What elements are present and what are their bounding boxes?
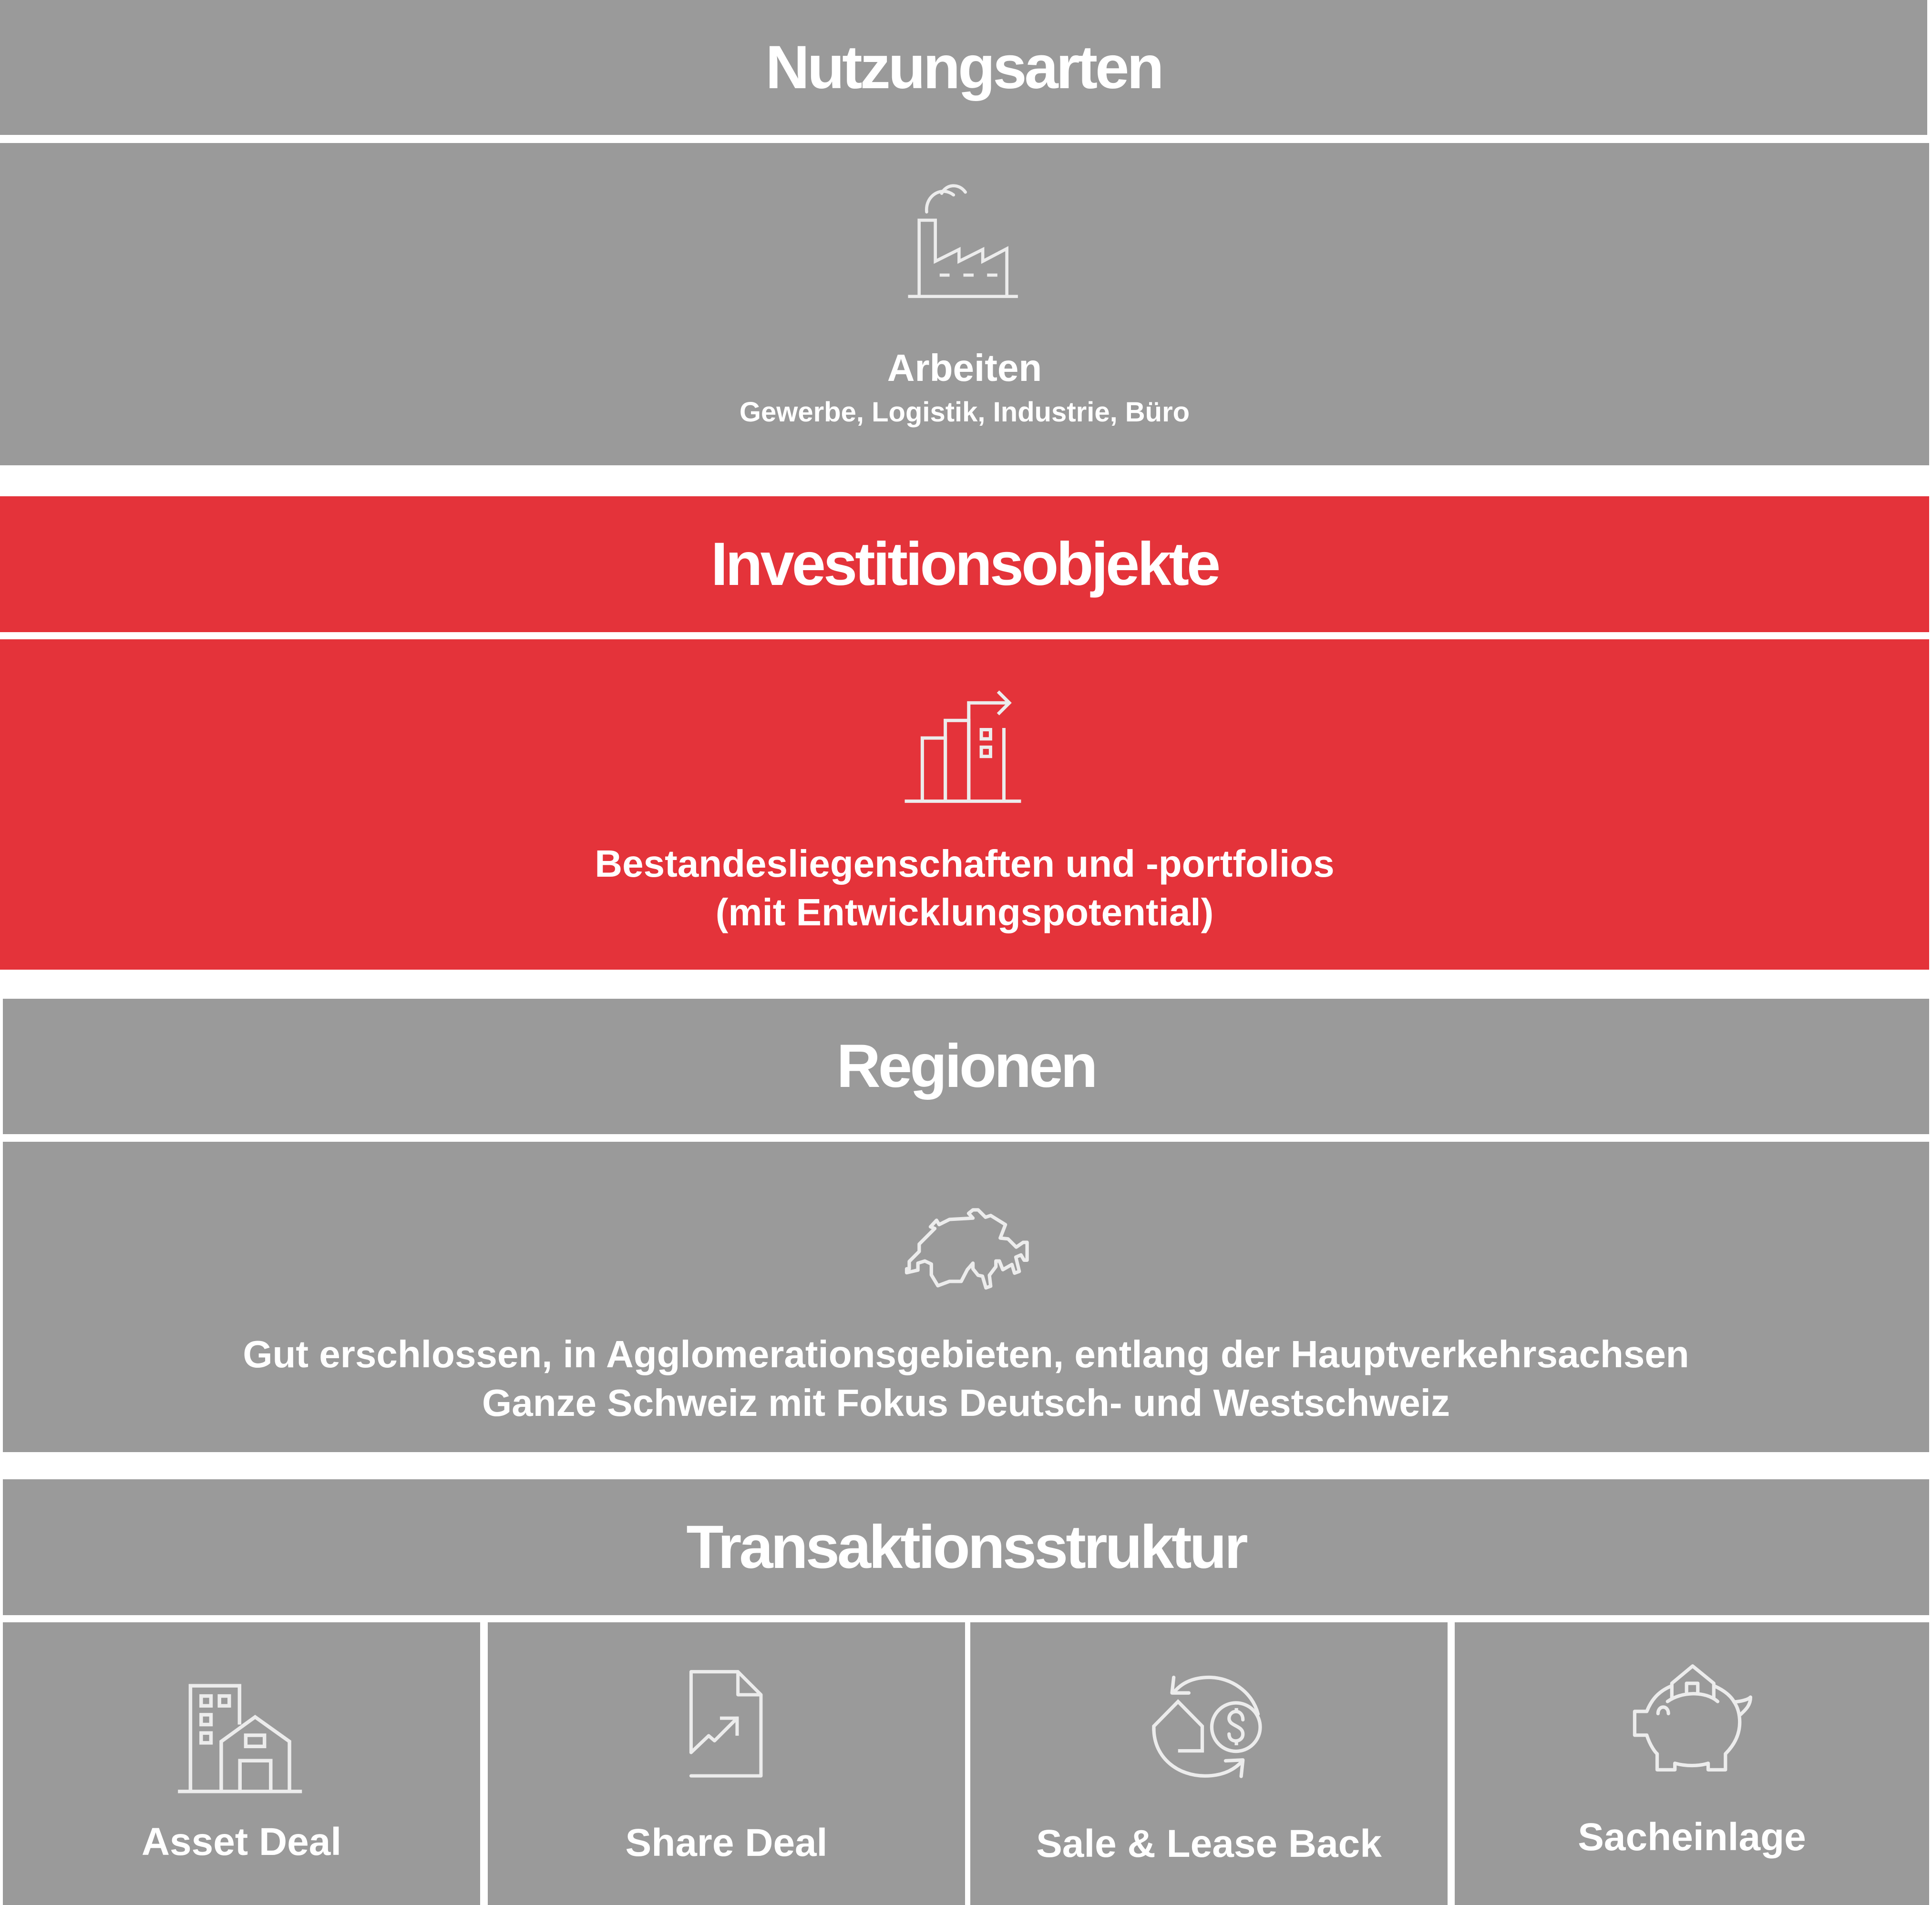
regions-body bbox=[3, 1142, 1929, 1452]
regions-header bbox=[3, 999, 1929, 1134]
sale-lease-back-label: Sale & Lease Back bbox=[1036, 1822, 1382, 1865]
investment-body bbox=[0, 639, 1929, 970]
regions-line-2: Ganze Schweiz mit Fokus Deutsch- und Westschweiz bbox=[482, 1382, 1450, 1424]
transaction-item-sacheinlage bbox=[1455, 1622, 1929, 1905]
usage-title: Nutzungsarten bbox=[765, 33, 1162, 102]
transaction-title: Transaktionsstruktur bbox=[686, 1513, 1246, 1581]
investment-line-1: Bestandesliegenschaften und -portfolios bbox=[595, 842, 1335, 885]
usage-subtitle: Arbeiten bbox=[887, 347, 1042, 389]
factory-icon bbox=[895, 172, 1034, 310]
asset-deal-label: Asset Deal bbox=[141, 1820, 342, 1864]
transaction-item-share-deal bbox=[488, 1622, 965, 1905]
document-chart-icon bbox=[674, 1660, 779, 1790]
usage-text: Gewerbe, Logistik, Industrie, Büro bbox=[739, 397, 1190, 428]
investment-header bbox=[0, 496, 1929, 632]
buildings-icon bbox=[173, 1670, 311, 1800]
usage-header bbox=[0, 0, 1927, 135]
regions-title: Regionen bbox=[836, 1032, 1096, 1100]
transaction-header bbox=[3, 1479, 1929, 1615]
growing-buildings-icon bbox=[895, 680, 1034, 810]
sacheinlage-label: Sacheinlage bbox=[1578, 1815, 1806, 1859]
transaction-item-sale-lease-back bbox=[970, 1622, 1448, 1905]
switzerland-map-icon bbox=[894, 1195, 1038, 1295]
investment-text bbox=[595, 840, 1334, 937]
usage-body bbox=[0, 143, 1929, 465]
house-money-exchange-icon bbox=[1144, 1661, 1274, 1791]
regions-line-1: Gut erschlossen, in Agglomerationsgebieten, entlang der Hauptverkehrsachsen bbox=[243, 1333, 1689, 1375]
transaction-item-asset-deal bbox=[3, 1622, 480, 1905]
investment-line-2: (mit Entwicklungspotential) bbox=[715, 891, 1214, 933]
piggy-bank-house-icon bbox=[1621, 1651, 1764, 1781]
investment-title: Investitionsobjekte bbox=[710, 530, 1219, 598]
share-deal-label: Share Deal bbox=[625, 1821, 828, 1864]
regions-text bbox=[243, 1330, 1689, 1427]
